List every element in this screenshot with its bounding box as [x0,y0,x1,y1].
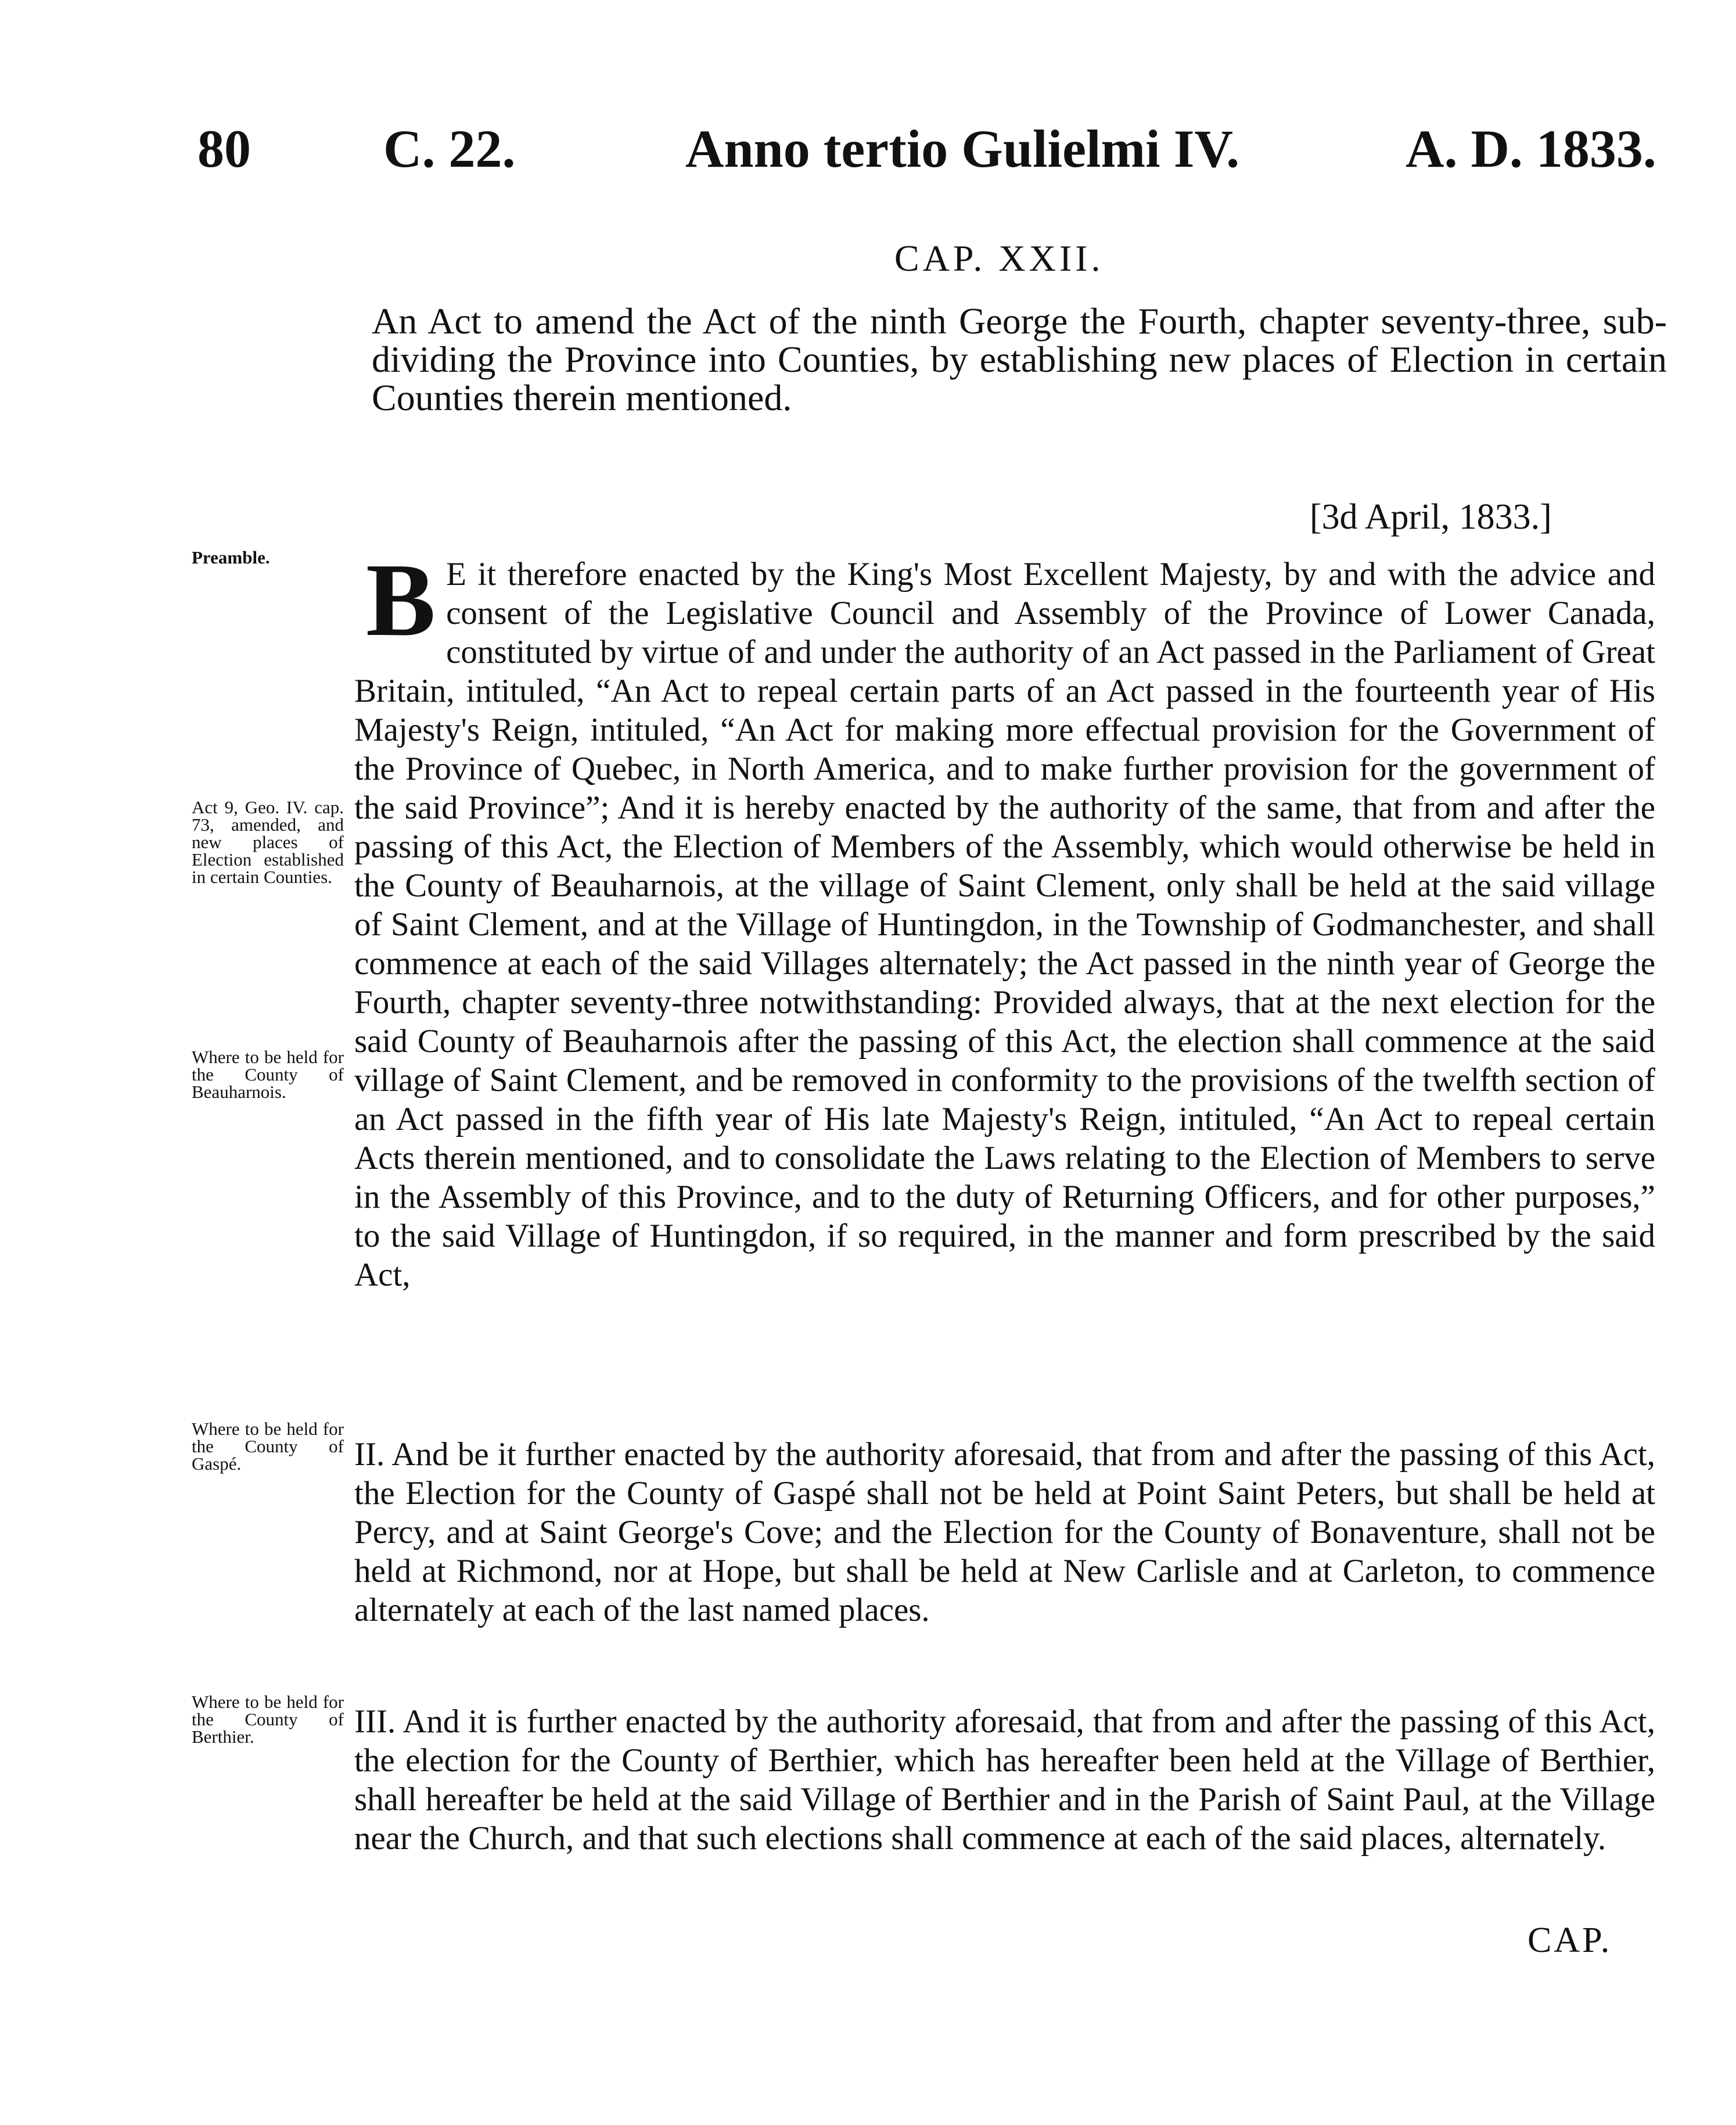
margin-note-preamble: Preamble. [192,547,270,568]
margin-note-beauharnois: Where to be held for the County of Beauharnois. [192,1047,344,1102]
running-title: Anno tertio Gulielmi IV. [685,119,1240,178]
cap-heading: CAP. XXII. [894,238,1104,279]
section-2-paragraph: II. And be it further enacted by the authority aforesaid, that from and after the passing of this Act, the Election for the County of Gaspé shall not be held at Point Saint Peters, but shall be held at Percy, and at Saint George's Cove; and the Election for the County of Bonaventure, shall not be held at Richmond, nor at Hope, but shall be held at New Carlisle and at Carleton, to commence alternately at each of the last named places. [354,1436,1655,1628]
year-heading: A. D. 1833. [1406,119,1656,178]
preamble-paragraph [354,542,1655,1294]
chapter-number: C. 22. [383,119,516,178]
preamble-text: E it therefore enacted by the King's Most Excellent Majesty, by and with the advice and consent of the Legislative Council and Assembly of the Province of Lower Canada, constituted by virtue of and under the authority of an Act passed in the Parliament of Great Britain, intituled, “An Act to repeal certain parts of an Act passed in the fourteenth year of His Majesty's Reign, intituled, “An Act for making more effectual provision for the Government of the Province of Quebec, in North America, and to make further provision for the government of the said Province”; And it is hereby enacted by the authority of the same, that from and after the passing of this Act, the Election of Members of the Assembly, which would otherwise be held in the County of Beauharnois, at the village of Saint Clement, only shall be held at the said village of Saint Clement, and at the Village of Huntingdon, in the Township of Godmanchester, and shall commence at each of the said Villages alternately; the Act passed in the ninth year of George the Fourth, chapter seventy-three notwithstanding: Provided always, that at the next election for the said County of Beauharnois after the passing of this Act, the election shall commence at the said village of Saint Clement, and be removed in conformity to the provisions of the twelfth section of an Act passed in the fifth year of His late Majesty's Reign, intituled, “An Act to repeal certain Acts therein mentioned, and to consolidate the Laws relating to the Election of Members to serve in the Assembly of this Province, and to the duty of Returning Officers, and for other purposes,” to the said Village of Huntingdon, if so required, in the manner and form prescribed by the said Act, [354,556,1655,1293]
act-date: [3d April, 1833.] [1310,497,1552,537]
margin-note-berthier: Where to be held for the County of Berthier. [192,1692,344,1747]
act-long-title: An Act to amend the Act of the ninth George the Fourth, chapter seventy-three, sub-dividing the Province into Counties, by establishing new places of Election in certain Counties therein mentioned. [372,300,1667,418]
margin-note-amendment: Act 9, Geo. IV. cap. 73, amended, and new places of Election established in certain Counties. [192,797,344,887]
catchword: CAP. [1527,1921,1612,1960]
page-number: 80 [197,119,251,178]
section-3-paragraph: III. And it is further enacted by the authority aforesaid, that from and after the passing of this Act, the election for the County of Berthier, which has hereafter been held at the Village of Berthier, shall hereafter be held at the said Village of Berthier and in the Parish of Saint Paul, at the Village near the Church, and that such elections shall commence at each of the said places, alternately. [354,1703,1655,1857]
drop-cap: B [366,542,436,658]
margin-note-gaspe: Where to be held for the County of Gaspé. [192,1419,344,1474]
